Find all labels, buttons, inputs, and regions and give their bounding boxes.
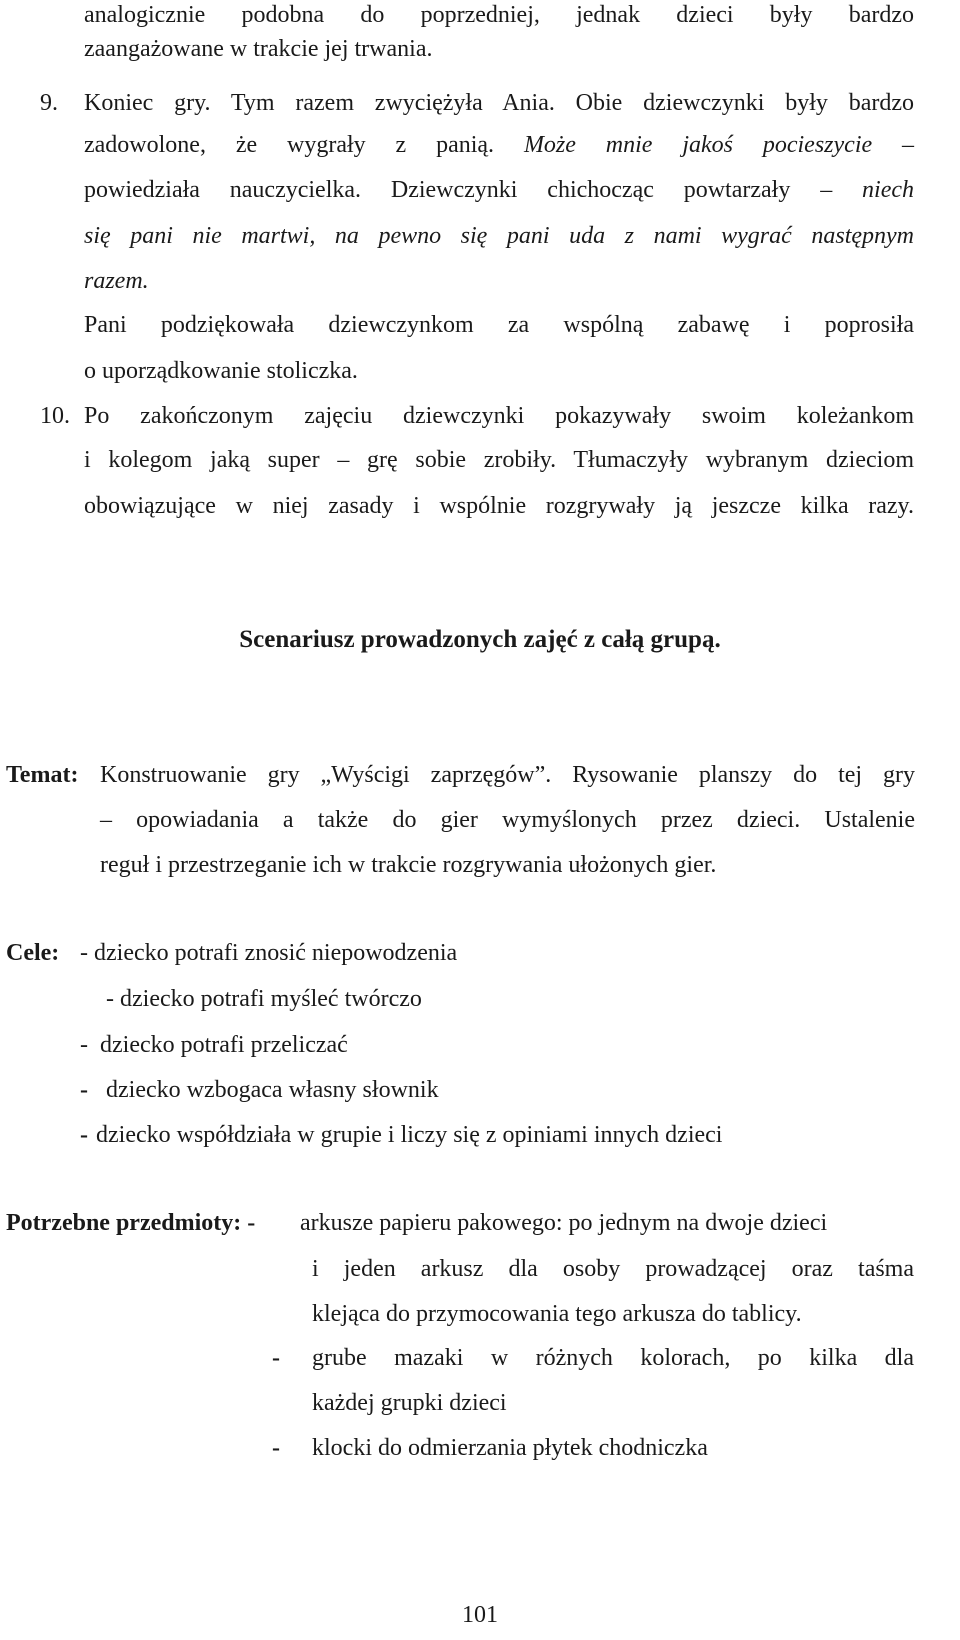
przedmioty-item-3-line-1: klocki do odmierzania płytek chodniczka bbox=[312, 1435, 708, 1461]
przedmioty-item-3-dash: - bbox=[272, 1435, 280, 1461]
item-9-line-1: Koniec gry. Tym razem zwyciężyła Ania. Obie dziewczynki były bardzo bbox=[84, 90, 914, 116]
item-10-line-3: obowiązujące w niej zasady i wspólnie rozgrywały ją jeszcze kilka razy. bbox=[84, 493, 914, 519]
cele-item-3: - dziecko potrafi przeliczać bbox=[80, 1032, 348, 1058]
item-9-line-3-dash: – bbox=[820, 177, 833, 203]
item-10-number: 10. bbox=[40, 403, 70, 429]
section-heading: Scenariusz prowadzonych zajęć z całą grupą. bbox=[239, 626, 721, 653]
item-9-line-2-quote: Może mnie jakoś pocieszycie bbox=[523, 132, 873, 158]
przedmioty-label: Potrzebne przedmioty: - bbox=[6, 1210, 256, 1236]
item-10-line-1: Po zakończonym zajęciu dziewczynki pokazywały swoim koleżankom bbox=[84, 403, 914, 429]
cele-item-4-dash: - bbox=[80, 1077, 88, 1103]
cele-item-5: dziecko współdziała w grupie i liczy się z opiniami innych dzieci bbox=[96, 1122, 723, 1148]
item-9-line-3 bbox=[84, 175, 914, 205]
przedmioty-item-1-line-3: klejąca do przymocowania tego arkusza do tablicy. bbox=[312, 1301, 802, 1327]
item-10-line-2: i kolegom jaką super – grę sobie zrobiły. Tłumaczyły wybranym dzieciom bbox=[84, 447, 914, 473]
item-9-line-6: Pani podziękowała dziewczynkom za wspólną zabawę i poprosiła bbox=[84, 312, 914, 338]
page-number: 101 bbox=[462, 1602, 498, 1628]
przedmioty-item-1-line-2: i jeden arkusz dla osoby prowadzącej oraz taśma bbox=[312, 1256, 914, 1282]
item-9-line-5: razem. bbox=[84, 268, 149, 294]
continuation-line-1: analogicznie podobna do poprzedniej, jednak dzieci były bardzo bbox=[84, 2, 914, 28]
item-9-line-4: się pani nie martwi, na pewno się pani uda z nami wygrać następnym bbox=[84, 223, 914, 249]
cele-label: Cele: bbox=[6, 940, 60, 966]
item-9-number: 9. bbox=[40, 90, 58, 116]
przedmioty-item-2-dash: - bbox=[272, 1345, 280, 1371]
temat-line-2: – opowiadania a także do gier wymyślonych przez dzieci. Ustalenie bbox=[100, 807, 915, 833]
temat-line-1: Konstruowanie gry „Wyścigi zaprzęgów”. Rysowanie planszy do tej gry bbox=[100, 762, 915, 788]
continuation-line-2: zaangażowane w trakcie jej trwania. bbox=[84, 36, 433, 62]
cele-item-1: - dziecko potrafi znosić niepowodzenia bbox=[80, 940, 458, 966]
item-9-line-7: o uporządkowanie stoliczka. bbox=[84, 358, 358, 384]
przedmioty-item-2-line-2: każdej grupki dzieci bbox=[312, 1390, 507, 1416]
temat-label: Temat: bbox=[6, 762, 79, 788]
item-9-line-2 bbox=[84, 130, 914, 160]
cele-item-4: dziecko wzbogaca własny słownik bbox=[106, 1077, 439, 1103]
przedmioty-item-1-line-1: arkusze papieru pakowego: po jednym na dwoje dzieci bbox=[300, 1210, 828, 1236]
item-9-line-3-text: powiedziała nauczycielka. Dziewczynki chichocząc powtarzały bbox=[84, 177, 791, 203]
item-9-line-3-quote: niech bbox=[862, 177, 915, 203]
item-9-line-2-dash: – bbox=[902, 132, 915, 158]
cele-item-5-dash: - bbox=[80, 1122, 88, 1148]
item-9-line-2-text: zadowolone, że wygrały z panią. bbox=[84, 132, 495, 158]
przedmioty-item-2-line-1: grube mazaki w różnych kolorach, po kilka dla bbox=[312, 1345, 914, 1371]
temat-line-3: reguł i przestrzeganie ich w trakcie rozgrywania ułożonych gier. bbox=[100, 852, 717, 878]
cele-item-2: - dziecko potrafi myśleć twórczo bbox=[106, 986, 422, 1012]
